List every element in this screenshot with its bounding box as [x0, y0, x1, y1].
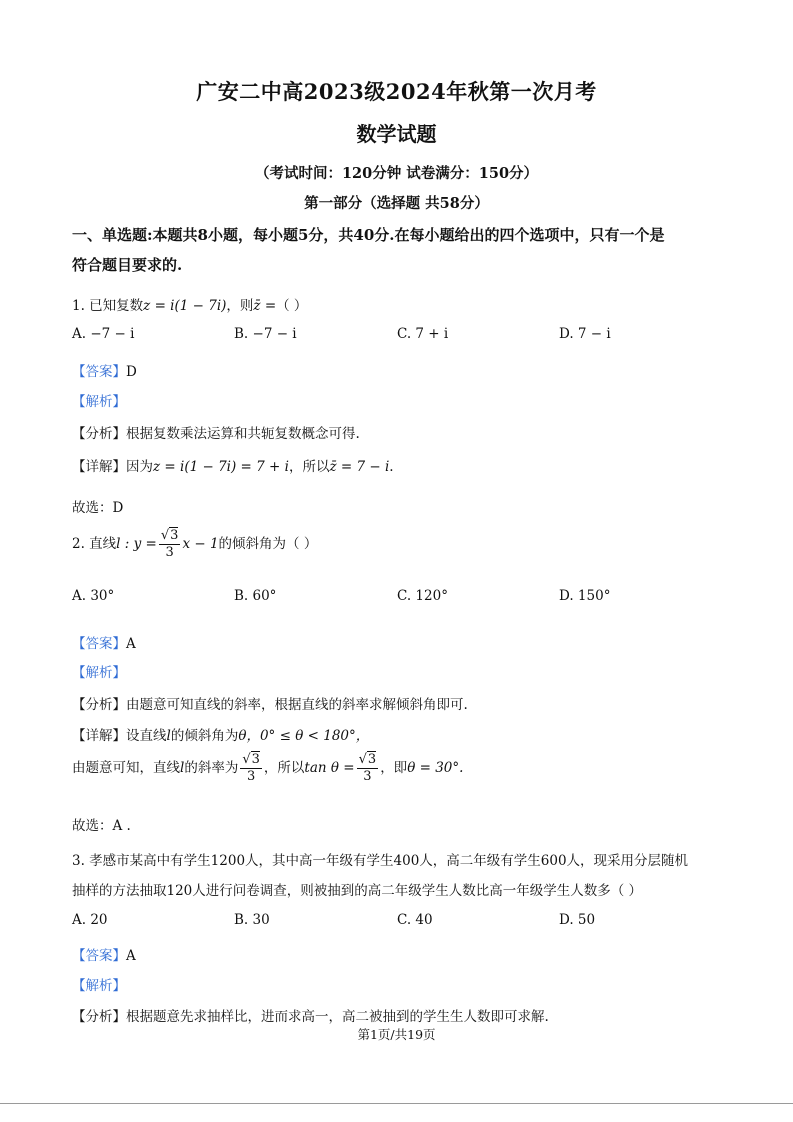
q2-stem: 2. 直线l : y = $\frac{√3}{3}$ x − 1的倾斜角为（ ） — [72, 528, 318, 560]
q1-answer: 【答案】D — [72, 364, 137, 380]
exam-subtitle: 数学试题 — [356, 122, 437, 146]
q3-analysis: 【解析】 — [72, 978, 126, 994]
q2-option-b: B. 60° — [234, 588, 277, 604]
q3-option-d: D. 50 — [559, 912, 596, 928]
answer-tag: 【答案】 — [72, 364, 126, 380]
q1-conclusion: 故选：D — [72, 500, 124, 516]
q2-conclusion: 故选：A . — [72, 818, 131, 834]
q2-detail-1: 【详解】设直线l的倾斜角为θ，0° ≤ θ < 180°， — [72, 728, 370, 744]
q3-option-c: C. 40 — [397, 912, 433, 928]
q3-option-a: A. 20 — [72, 912, 108, 928]
q2-frac-slope: $\frac{√3}{3}$ — [242, 752, 260, 784]
exam-title: 广安二中高2023级2024年秋第一次月考 — [196, 79, 597, 104]
page-footer: 第1页/共19页 — [357, 1027, 436, 1042]
q3-option-b: B. 30 — [234, 912, 270, 928]
q1-option-b: B. −7 − i — [234, 326, 297, 342]
q1-option-a: A. −7 − i — [72, 326, 135, 342]
q3-answer: 【答案】A — [72, 948, 136, 964]
q1-analysis — [72, 390, 126, 410]
exam-info: （考试时间：120分钟 试卷满分：150分） — [254, 165, 539, 182]
analysis-tag: 【解析】 — [72, 394, 126, 410]
section-heading — [72, 220, 732, 280]
bottom-divider — [0, 1103, 793, 1104]
q1-detail: 【详解】因为z = i(1 − 7i) = 7 + i，所以z̄ = 7 − i. — [72, 459, 394, 475]
section-heading-line2: 符合题目要求的. — [72, 256, 183, 274]
q2-answer: 【答案】A — [72, 636, 136, 652]
q2-frac-tan: $\frac{√3}{3}$ — [358, 752, 377, 784]
q1-fenxi: 【分析】根据复数乘法运算和共轭复数概念可得. — [72, 426, 360, 442]
q3-stem-line2: 抽样的方法抽取120人进行问卷调查，则被抽到的高二年级学生人数比高一年级学生人数多（ ） — [72, 883, 643, 899]
q2-option-d: D. 150° — [559, 588, 611, 604]
section-heading-line1: 一、单选题:本题共8小题，每小题5分，共40分.在每小题给出的四个选项中，只有一个是 — [72, 226, 665, 244]
q2-option-c: C. 120° — [397, 588, 448, 604]
q1-option-c: C. 7 + i — [397, 326, 449, 342]
q2-frac: $\frac{√3}{3}$ — [160, 528, 179, 560]
q3-fenxi: 【分析】根据题意先求抽样比，进而求高一，高二被抽到的学生生人数即可求解. — [72, 1009, 549, 1025]
part-heading: 第一部分（选择题 共58分） — [304, 195, 489, 212]
q3-stem-line1: 3. 孝感市某高中有学生1200人，其中高一年级有学生400人，高二年级有学生600人，现采用分层随机 — [72, 853, 689, 869]
q1-stem: 1. 已知复数z = i(1 − 7i)，则z̄ =（ ） — [72, 298, 308, 314]
q2-analysis: 【解析】 — [72, 665, 126, 681]
q2-detail-2: 由题意可知，直线l的斜率为 $\frac{√3}{3}$ ，所以tan θ = $\frac{√3}{3}$ ，即θ = 30°. — [72, 752, 464, 784]
q2-fenxi: 【分析】由题意可知直线的斜率，根据直线的斜率求解倾斜角即可. — [72, 697, 468, 713]
q2-option-a: A. 30° — [72, 588, 115, 604]
q1-option-d: D. 7 − i — [559, 326, 611, 342]
